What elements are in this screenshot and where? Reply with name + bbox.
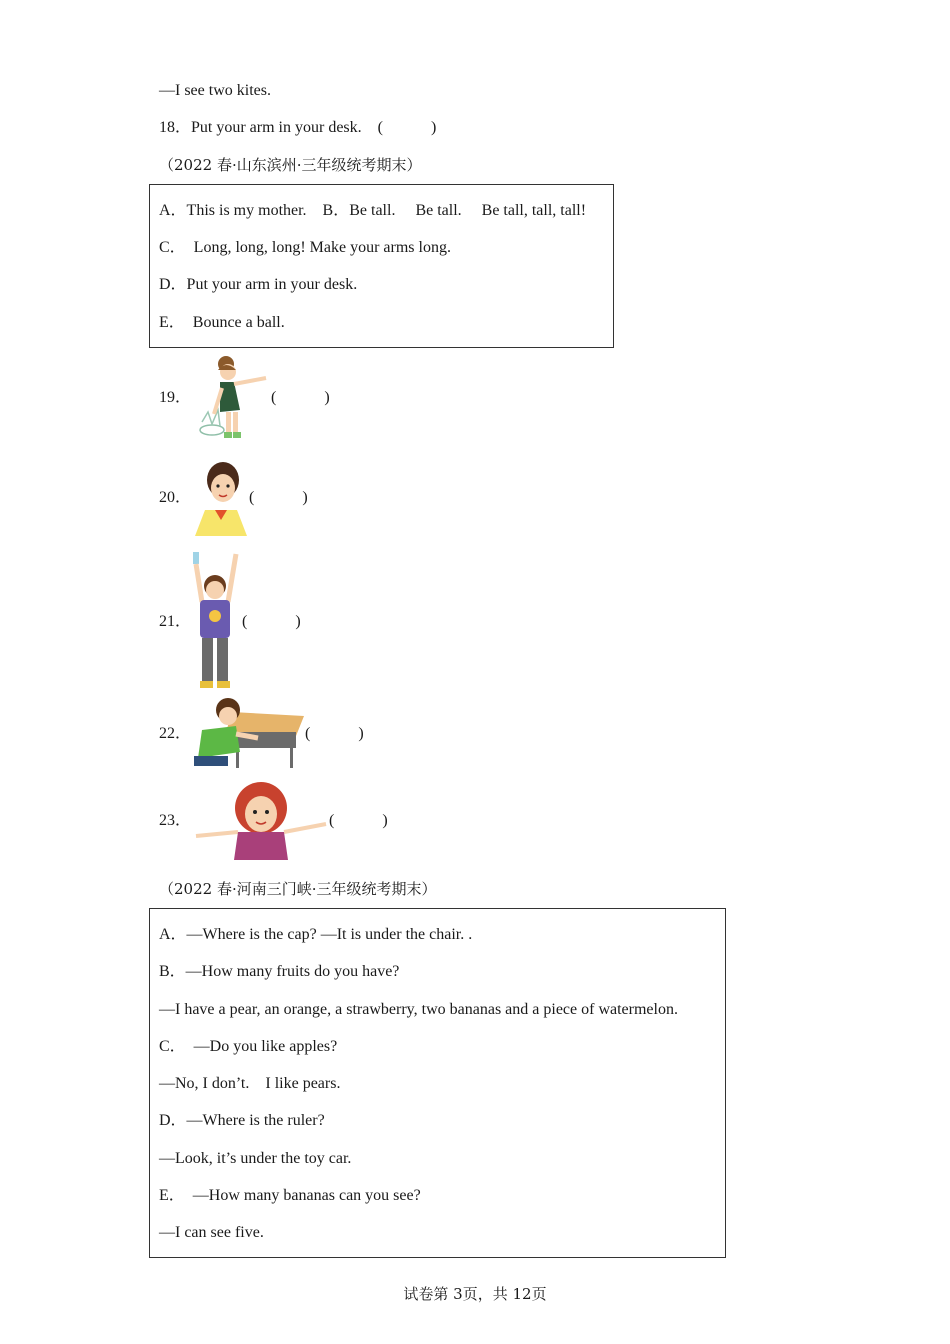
girl-bending-figure-icon — [190, 352, 272, 442]
option-c: C． Long, long, long! Make your arms long. — [159, 239, 451, 256]
question-19-number: 19． — [159, 389, 192, 406]
question-22-number: 22． — [159, 725, 192, 742]
option-e: E． —How many bananas can you see? — [159, 1187, 421, 1204]
section-1-source: （2022 春·山东滨州·三年级统考期末） — [159, 156, 422, 174]
option-d: D．Put your arm in your desk. — [159, 276, 358, 293]
option-b: B．—How many fruits do you have? — [159, 963, 400, 980]
question-21-number: 21． — [159, 613, 192, 630]
option-e: E． Bounce a ball. — [159, 314, 285, 331]
question-20-number: 20． — [159, 489, 192, 506]
question-19-answer-blank[interactable]: ( ) — [271, 389, 330, 406]
option-c-answer: —No, I don’t. I like pears. — [159, 1075, 341, 1092]
question-22-answer-blank[interactable]: ( ) — [305, 725, 364, 742]
option-a: A．—Where is the cap? —It is under the chair. . — [159, 926, 473, 943]
option-d: D．—Where is the ruler? — [159, 1112, 325, 1129]
woman-portrait-icon — [191, 458, 251, 536]
question-20-answer-blank[interactable]: ( ) — [249, 489, 308, 506]
question-21-answer-blank[interactable]: ( ) — [242, 613, 301, 630]
section-1-option-box — [149, 184, 614, 348]
question-23-number: 23． — [159, 812, 192, 829]
option-b-answer: —I have a pear, an orange, a strawberry, two bananas and a piece of watermelon. — [159, 1001, 678, 1018]
page-footer: 试卷第 3页，共 12页 — [403, 1285, 547, 1303]
option-e-answer: —I can see five. — [159, 1224, 264, 1241]
girl-arms-wide-icon — [192, 780, 330, 860]
previous-answer-line: —I see two kites. — [159, 82, 271, 99]
option-d-answer: —Look, it’s under the toy car. — [159, 1150, 352, 1167]
boy-at-desk-icon — [192, 696, 306, 770]
option-c: C． —Do you like apples? — [159, 1038, 338, 1055]
boy-arms-up-icon — [188, 548, 244, 692]
question-23-answer-blank[interactable]: ( ) — [329, 812, 388, 829]
section-2-option-box — [149, 908, 726, 1258]
section-2-source: （2022 春·河南三门峡·三年级统考期末） — [159, 880, 437, 898]
question-18: 18．Put your arm in your desk. ( ) — [159, 119, 437, 136]
option-a: A．This is my mother. B．Be tall. Be tall. Be tall, tall, tall! — [159, 202, 587, 219]
